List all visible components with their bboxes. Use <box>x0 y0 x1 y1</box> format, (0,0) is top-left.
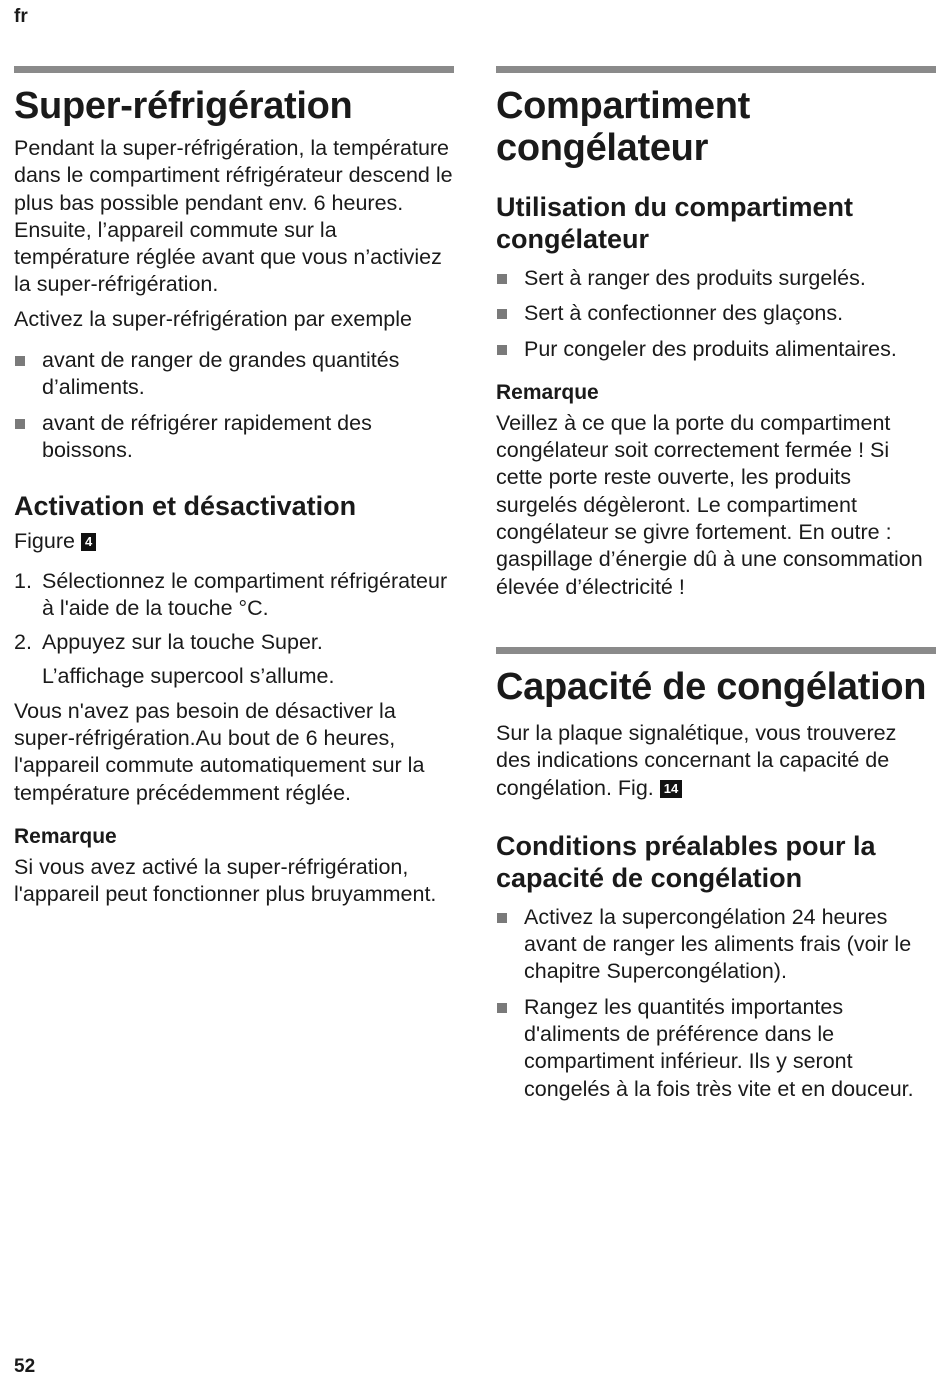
list-item: Activez la supercongélation 24 heures avant de ranger les aliments frais (voir le chapitre Supercongélation). <box>496 904 936 986</box>
list-item: Sert à confectionner des glaçons. <box>496 300 936 327</box>
step-item: 2. Appuyez sur la touche Super. <box>14 630 323 655</box>
bullet-square-icon <box>497 274 507 284</box>
note-title: Remarque <box>14 824 117 848</box>
figure-number-badge: 4 <box>81 533 96 551</box>
list-item: Sert à ranger des produits surgelés. <box>496 265 936 292</box>
note-text: Si vous avez activé la super-réfrigération, l'appareil peut fonctionner plus bruyamment. <box>14 854 437 907</box>
bullet-square-icon <box>15 419 25 429</box>
example-list <box>14 347 454 464</box>
list-item: Pur congeler des produits alimentaires. <box>496 336 936 363</box>
intro-paragraph: Pendant la super-réfrigération, la température dans le compartiment réfrigérateur descend le plus bas possible pendant env. 6 heures. Ensuite, l’appareil commute sur la température réglée avant que vous n’activiez la super-réfrigération. <box>14 136 453 297</box>
steps-list <box>14 568 454 657</box>
figure-reference: Figure 4 <box>14 528 454 555</box>
deactivation-paragraph: Vous n'avez pas besoin de désactiver la super-réfrigération.Au bout de 6 heures, l'appareil commute automatiquement sur la température précédemment réglée. <box>14 698 425 805</box>
figure-number-badge: 14 <box>660 780 682 798</box>
section-divider <box>496 647 936 654</box>
list-item: avant de réfrigérer rapidement des boissons. <box>14 410 454 465</box>
page-number: 52 <box>14 1356 36 1377</box>
usage-list <box>496 265 936 363</box>
conditions-list <box>496 904 936 1103</box>
super-cooling-title: Super-réfrigération <box>14 85 353 127</box>
step-item: 1. Sélectionnez le compartiment réfrigérateur à l'aide de la touche °C. <box>14 568 448 620</box>
left-column <box>14 66 454 916</box>
bullet-square-icon <box>15 356 25 366</box>
usage-title: Utilisation du compartiment congélateur <box>496 192 854 254</box>
note-title: Remarque <box>496 380 599 404</box>
freezer-title: Compartiment congélateur <box>496 85 750 169</box>
capacity-title: Capacité de congélation <box>496 665 927 708</box>
bullet-square-icon <box>497 309 507 319</box>
example-intro: Activez la super-réfrigération par exemple <box>14 306 412 331</box>
section-divider <box>14 66 454 73</box>
capacity-paragraph: Sur la plaque signalétique, vous trouverez des indications concernant la capacité de congélation. Fig. 14 <box>496 720 897 800</box>
activation-title: Activation et désactivation <box>14 491 357 522</box>
bullet-square-icon <box>497 345 507 355</box>
list-item: Rangez les quantités importantes d'aliments de préférence dans le compartiment inférieur. Ils y seront congelés à la fois très vite et en douceur. <box>496 994 936 1103</box>
step-result: L’affichage supercool s’allume. <box>42 664 335 689</box>
section-divider <box>496 66 936 73</box>
conditions-title: Conditions préalables pour la capacité de congélation <box>496 830 876 893</box>
list-item: avant de ranger de grandes quantités d’aliments. <box>14 347 454 402</box>
language-label: fr <box>14 6 28 27</box>
bullet-square-icon <box>497 913 507 923</box>
note-text: Veillez à ce que la porte du compartiment congélateur soit correctement fermée ! Si cette porte reste ouverte, les produits surgelés dégèleront. Le compartiment congélateur se givre fortement. En outre : gaspillage d’énergie dû à une consommation élevée d’électricité ! <box>496 410 923 599</box>
right-column <box>496 66 936 1111</box>
bullet-square-icon <box>497 1003 507 1013</box>
